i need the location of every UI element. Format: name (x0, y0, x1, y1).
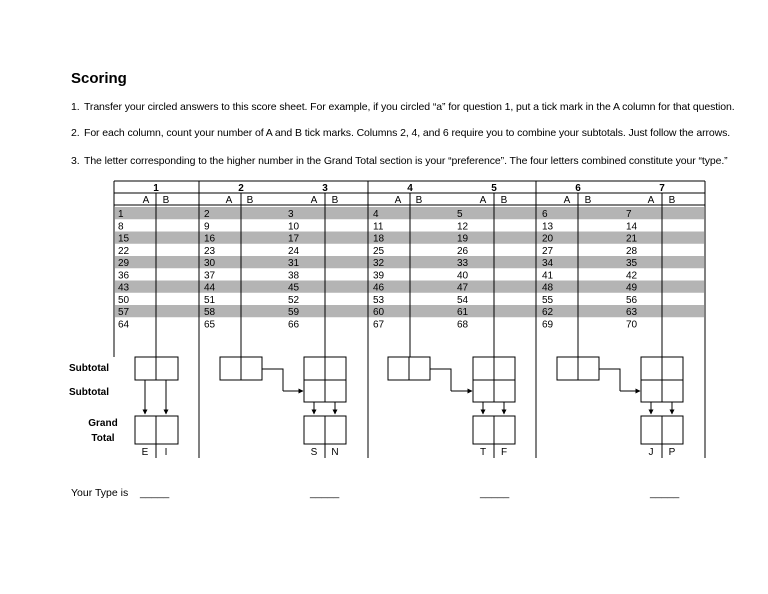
instruction-number: 3. (71, 155, 80, 167)
question-number: 13 (542, 221, 554, 233)
question-number: 46 (373, 282, 385, 294)
sub-header-a: A (479, 195, 487, 206)
question-number: 21 (626, 233, 638, 245)
preference-letter: E (141, 447, 149, 458)
question-number: 12 (457, 221, 469, 233)
question-number: 47 (457, 282, 469, 294)
question-number: 18 (373, 233, 385, 245)
question-number: 52 (288, 294, 300, 306)
question-number: 24 (288, 245, 300, 257)
type-blank-1: _____ (140, 487, 170, 499)
column-header: 3 (322, 183, 328, 194)
question-number: 48 (542, 282, 554, 294)
question-number: 69 (542, 319, 554, 331)
sub-header-b: B (500, 195, 508, 206)
preference-letter: N (331, 447, 339, 458)
question-number: 62 (542, 307, 554, 318)
preference-letter: T (479, 447, 487, 458)
question-number: 8 (118, 221, 124, 233)
grand-total-label: Total (91, 433, 115, 444)
question-number: 33 (457, 258, 469, 269)
type-blank-2: _____ (310, 487, 340, 499)
your-type-label: Your Type is (71, 487, 129, 499)
question-number: 14 (626, 221, 638, 233)
question-number: 17 (288, 233, 300, 245)
question-number: 6 (542, 209, 548, 220)
sub-header-b: B (331, 195, 339, 206)
question-number: 61 (457, 307, 469, 318)
column-header: 1 (153, 183, 159, 194)
question-number: 44 (204, 282, 216, 294)
question-number: 35 (626, 258, 638, 269)
subtotal-label: Subtotal (69, 387, 109, 398)
instruction-text: The letter corresponding to the higher number in the Grand Total section is your “preference”. The four letters combined constitute your “type.” (84, 155, 728, 167)
preference-letter: J (648, 447, 654, 458)
question-number: 34 (542, 258, 554, 269)
sub-header-b: B (668, 195, 676, 206)
grand-total-label: Grand (88, 418, 118, 429)
question-number: 3 (288, 209, 294, 220)
question-number: 55 (542, 294, 554, 306)
question-number: 67 (373, 319, 385, 331)
question-number: 16 (204, 233, 216, 245)
question-number: 20 (542, 233, 554, 245)
question-number: 5 (457, 209, 463, 220)
sub-header-a: A (225, 195, 233, 206)
column-header: 6 (575, 183, 581, 194)
question-number: 68 (457, 319, 469, 331)
sub-header-a: A (647, 195, 655, 206)
preference-letter: I (164, 447, 168, 458)
question-number: 40 (457, 270, 469, 282)
column-header: 5 (491, 183, 497, 194)
question-number: 56 (626, 294, 638, 306)
question-number: 49 (626, 282, 638, 294)
question-number: 4 (373, 209, 379, 220)
preference-letter: S (310, 447, 318, 458)
question-number: 39 (373, 270, 385, 282)
question-number: 64 (118, 319, 130, 331)
instruction-number: 1. (71, 101, 80, 113)
question-number: 27 (542, 245, 554, 257)
sub-header-a: A (310, 195, 318, 206)
question-number: 43 (118, 282, 130, 294)
question-number: 31 (288, 258, 300, 269)
question-number: 57 (118, 307, 130, 318)
question-number: 60 (373, 307, 385, 318)
question-number: 26 (457, 245, 469, 257)
question-number: 63 (626, 307, 638, 318)
question-number: 29 (118, 258, 130, 269)
instruction-text: For each column, count your number of A and B tick marks. Columns 2, 4, and 6 require you to combine your subtotals. Just follow the arrows. (84, 127, 731, 139)
question-number: 42 (626, 270, 638, 282)
question-number: 66 (288, 319, 300, 331)
question-number: 70 (626, 319, 638, 331)
question-number: 65 (204, 319, 216, 331)
question-number: 36 (118, 270, 130, 282)
connector-line (599, 369, 620, 391)
sub-header-b: B (246, 195, 254, 206)
question-number: 1 (118, 209, 124, 220)
instruction-number: 2. (71, 127, 80, 139)
question-number: 28 (626, 245, 638, 257)
preference-letter: F (500, 447, 508, 458)
sub-header-a: A (394, 195, 402, 206)
question-number: 41 (542, 270, 554, 282)
question-number: 54 (457, 294, 469, 306)
column-header: 4 (407, 183, 413, 194)
question-number: 2 (204, 209, 210, 220)
question-number: 10 (288, 221, 300, 233)
question-number: 7 (626, 209, 632, 220)
sub-header-b: B (415, 195, 423, 206)
question-number: 37 (204, 270, 216, 282)
sub-header-a: A (142, 195, 150, 206)
instruction-text: Transfer your circled answers to this score sheet. For example, if you circled “a” for question 1, put a tick mark in the A column for that question. (84, 101, 735, 113)
preference-letter: P (668, 447, 676, 458)
type-blank-4: _____ (650, 487, 680, 499)
question-number: 51 (204, 294, 216, 306)
sub-header-a: A (563, 195, 571, 206)
connector-line (262, 369, 283, 391)
question-number: 23 (204, 245, 216, 257)
question-number: 32 (373, 258, 385, 269)
type-blank-3: _____ (480, 487, 510, 499)
question-number: 9 (204, 221, 210, 233)
subtotal-label: Subtotal (69, 363, 109, 374)
column-header: 2 (238, 183, 244, 194)
question-number: 53 (373, 294, 385, 306)
question-number: 59 (288, 307, 300, 318)
question-number: 45 (288, 282, 300, 294)
sub-header-b: B (162, 195, 170, 206)
connector-line (430, 369, 451, 391)
question-number: 25 (373, 245, 385, 257)
question-number: 15 (118, 233, 130, 245)
sub-header-b: B (584, 195, 592, 206)
question-number: 38 (288, 270, 300, 282)
question-number: 58 (204, 307, 216, 318)
question-number: 30 (204, 258, 216, 269)
question-number: 19 (457, 233, 469, 245)
question-number: 11 (373, 221, 384, 233)
question-number: 50 (118, 294, 130, 306)
column-header: 7 (659, 183, 665, 194)
question-number: 22 (118, 245, 130, 257)
page-title: Scoring (71, 70, 127, 87)
